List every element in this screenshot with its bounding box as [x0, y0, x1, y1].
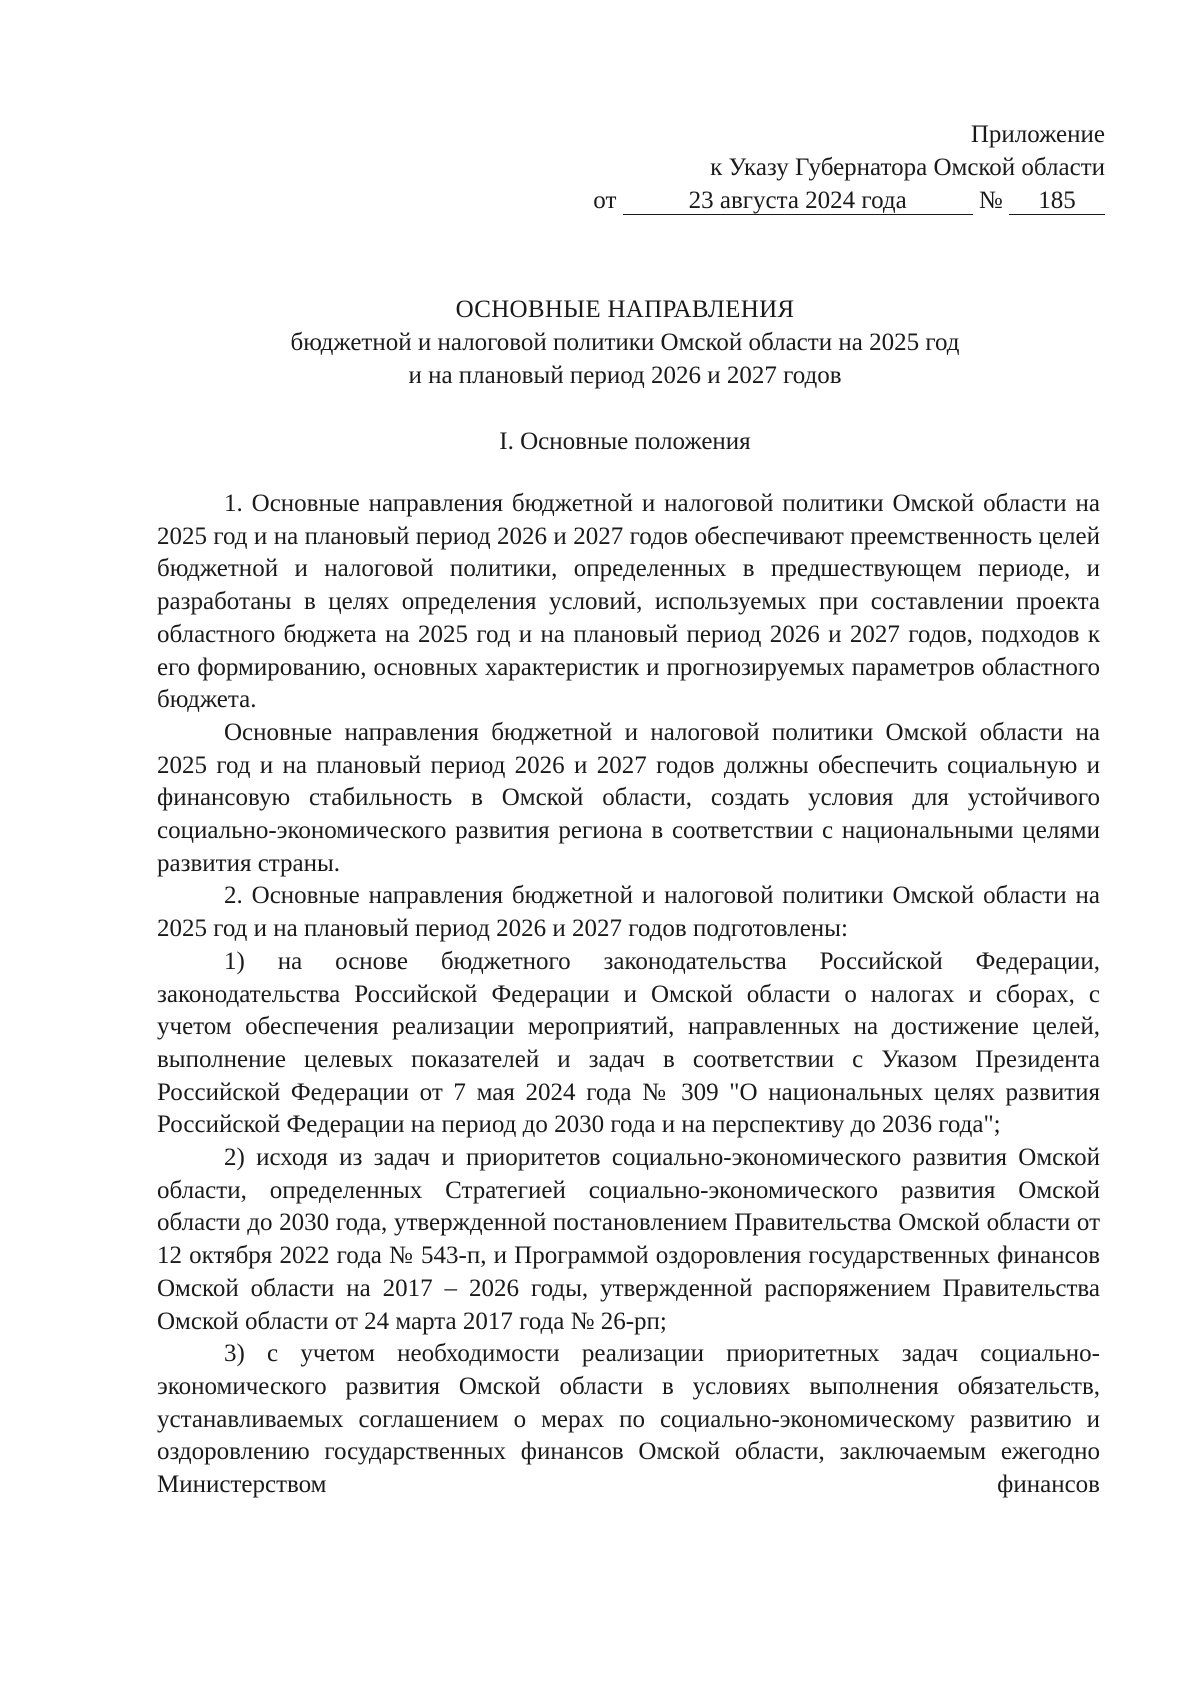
- appendix-date-number-line: [545, 184, 1105, 217]
- title-subtitle-line-2: и на плановый период 2026 и 2027 годов: [408, 362, 842, 389]
- section-heading: I. Основные положения: [499, 428, 751, 455]
- paragraph: 1. Основные направления бюджетной и налоговой политики Омской области на 2025 год и на плановый период 2026 и 2027 годов обеспечивают преемственность целей бюджетной и налоговой политики, определенных в предшествующем периоде, и разработаны в целях определения условий, используемых при составлении проекта областного бюджета на 2025 год и на плановый период 2026 и 2027 годов, подходов к его формированию, основных характеристик и прогнозируемых параметров областного бюджета.: [157, 490, 1100, 714]
- appendix-header: [545, 118, 1105, 217]
- paragraph: 2. Основные направления бюджетной и налоговой политики Омской области на 2025 год и на плановый период 2026 и 2027 годов подготовлены:: [157, 882, 1100, 943]
- paragraph: Основные направления бюджетной и налоговой политики Омской области на 2025 год и на плановый период 2026 и 2027 годов должны обеспечить социальную и финансовую стабильность в Омской области, создать условия для устойчивого социально-экономического развития региона в соответствии с национальными целями развития страны.: [157, 718, 1100, 877]
- number-prefix: №: [978, 187, 1003, 214]
- date-prefix: от: [593, 187, 617, 214]
- appendix-label: Приложение: [970, 121, 1105, 148]
- paragraph: 2) исходя из задач и приоритетов социально-экономического развития Омской области, определенных Стратегией социально-экономического развития Омской области до 2030 года, утвержденной постановлением Правительства Омской области от 12 октября 2022 года № 543-п, и Программой оздоровления государственных финансов Омской области на 2017 – 2026 годы, утвержденной распоряжением Правительства Омской области от 24 марта 2017 года № 26-рп;: [157, 1144, 1100, 1335]
- decree-number: 185: [1009, 188, 1105, 215]
- paragraph: 3) с учетом необходимости реализации приоритетных задач социально-экономического развития Омской области в условиях выполнения обязательств, устанавливаемых соглашением о мерах по социально-экономическому развитию и оздоровлению государственных финансов Омской области, заключаемым ежегодно Министерством финансов: [157, 1340, 1100, 1499]
- appendix-decree-reference: к Указу Губернатора Омской области: [710, 154, 1105, 181]
- paragraph: 1) на основе бюджетного законодательства Российской Федерации, законодательства Российской Федерации и Омской области о налогах и сборах, с учетом обеспечения реализации мероприятий, направленных на достижение целей, выполнение целевых показателей и задач в соответствии с Указом Президента Российской Федерации от 7 мая 2024 года № 309 "О национальных целях развития Российской Федерации на период до 2030 года и на перспективу до 2036 года";: [157, 947, 1100, 1139]
- decree-date: 23 августа 2024 года: [623, 188, 973, 215]
- document-title: [150, 293, 1100, 392]
- document-body: [157, 488, 1100, 1502]
- title-main: ОСНОВНЫЕ НАПРАВЛЕНИЯ: [455, 296, 795, 323]
- title-subtitle-line-1: бюджетной и налоговой политики Омской области на 2025 год: [290, 329, 960, 356]
